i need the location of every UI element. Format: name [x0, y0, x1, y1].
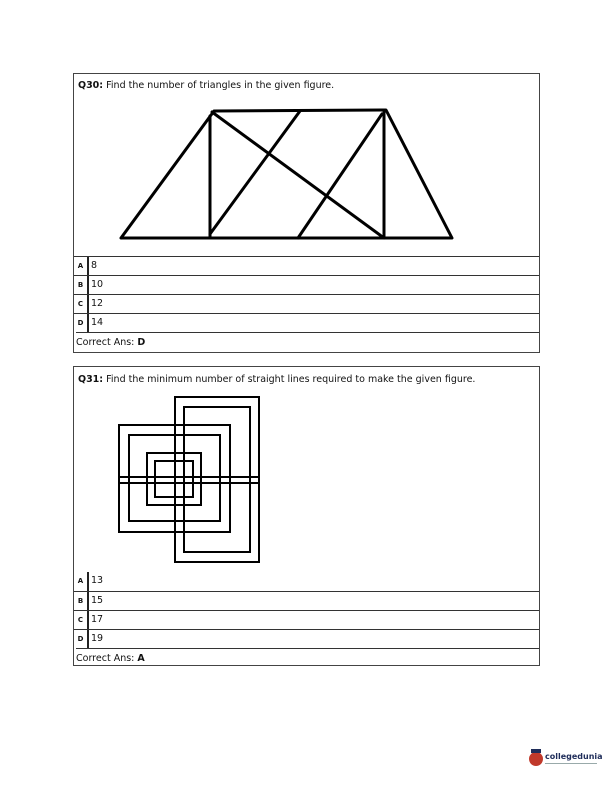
question-31-prompt — [78, 374, 475, 385]
option-d[interactable] — [74, 629, 539, 648]
option-a-key: A — [74, 257, 89, 275]
question-30-text: Find the number of triangles in the given figure. — [106, 80, 335, 91]
correct-answer-value: A — [137, 653, 145, 664]
correct-answer-label: Correct Ans: — [76, 653, 135, 664]
question-30-prompt — [78, 80, 334, 91]
option-d[interactable] — [74, 313, 539, 332]
trapezoid-triangles-figure — [114, 102, 454, 244]
option-b[interactable] — [74, 591, 539, 610]
correct-answer-label: Correct Ans: — [76, 337, 135, 348]
question-31-text: Find the minimum number of straight lines required to make the given figure. — [106, 374, 476, 385]
option-a-key: A — [74, 572, 89, 591]
option-c-key: C — [74, 295, 89, 313]
option-d-key: D — [74, 314, 89, 332]
overlapping-squares-figure — [116, 395, 266, 567]
question-30-card — [73, 73, 540, 353]
option-a[interactable] — [74, 572, 539, 591]
option-d-value: 19 — [91, 633, 104, 644]
option-b[interactable] — [74, 275, 539, 294]
option-b-key: B — [74, 276, 89, 294]
question-31-number: Q31: — [78, 374, 104, 385]
option-c-value: 12 — [91, 298, 104, 309]
logo-tagline-rule — [545, 763, 597, 764]
option-b-value: 15 — [91, 595, 104, 606]
question-30-number: Q30: — [78, 80, 104, 91]
correct-answer — [76, 332, 539, 348]
correct-answer-value: D — [137, 337, 146, 348]
option-b-value: 10 — [91, 279, 104, 290]
collegedunia-logo — [529, 748, 603, 772]
question-31-card — [73, 366, 540, 666]
option-a-value: 8 — [91, 260, 98, 271]
option-a-value: 13 — [91, 575, 104, 586]
option-c-key: C — [74, 611, 89, 629]
option-d-key: D — [74, 630, 89, 648]
option-c[interactable] — [74, 610, 539, 629]
correct-answer — [76, 648, 539, 664]
option-d-value: 14 — [91, 317, 104, 328]
graduation-cap-icon — [529, 752, 543, 766]
option-c-value: 17 — [91, 614, 104, 625]
logo-text: collegedunia — [545, 752, 603, 761]
option-b-key: B — [74, 592, 89, 610]
option-a[interactable] — [74, 256, 539, 275]
option-c[interactable] — [74, 294, 539, 313]
